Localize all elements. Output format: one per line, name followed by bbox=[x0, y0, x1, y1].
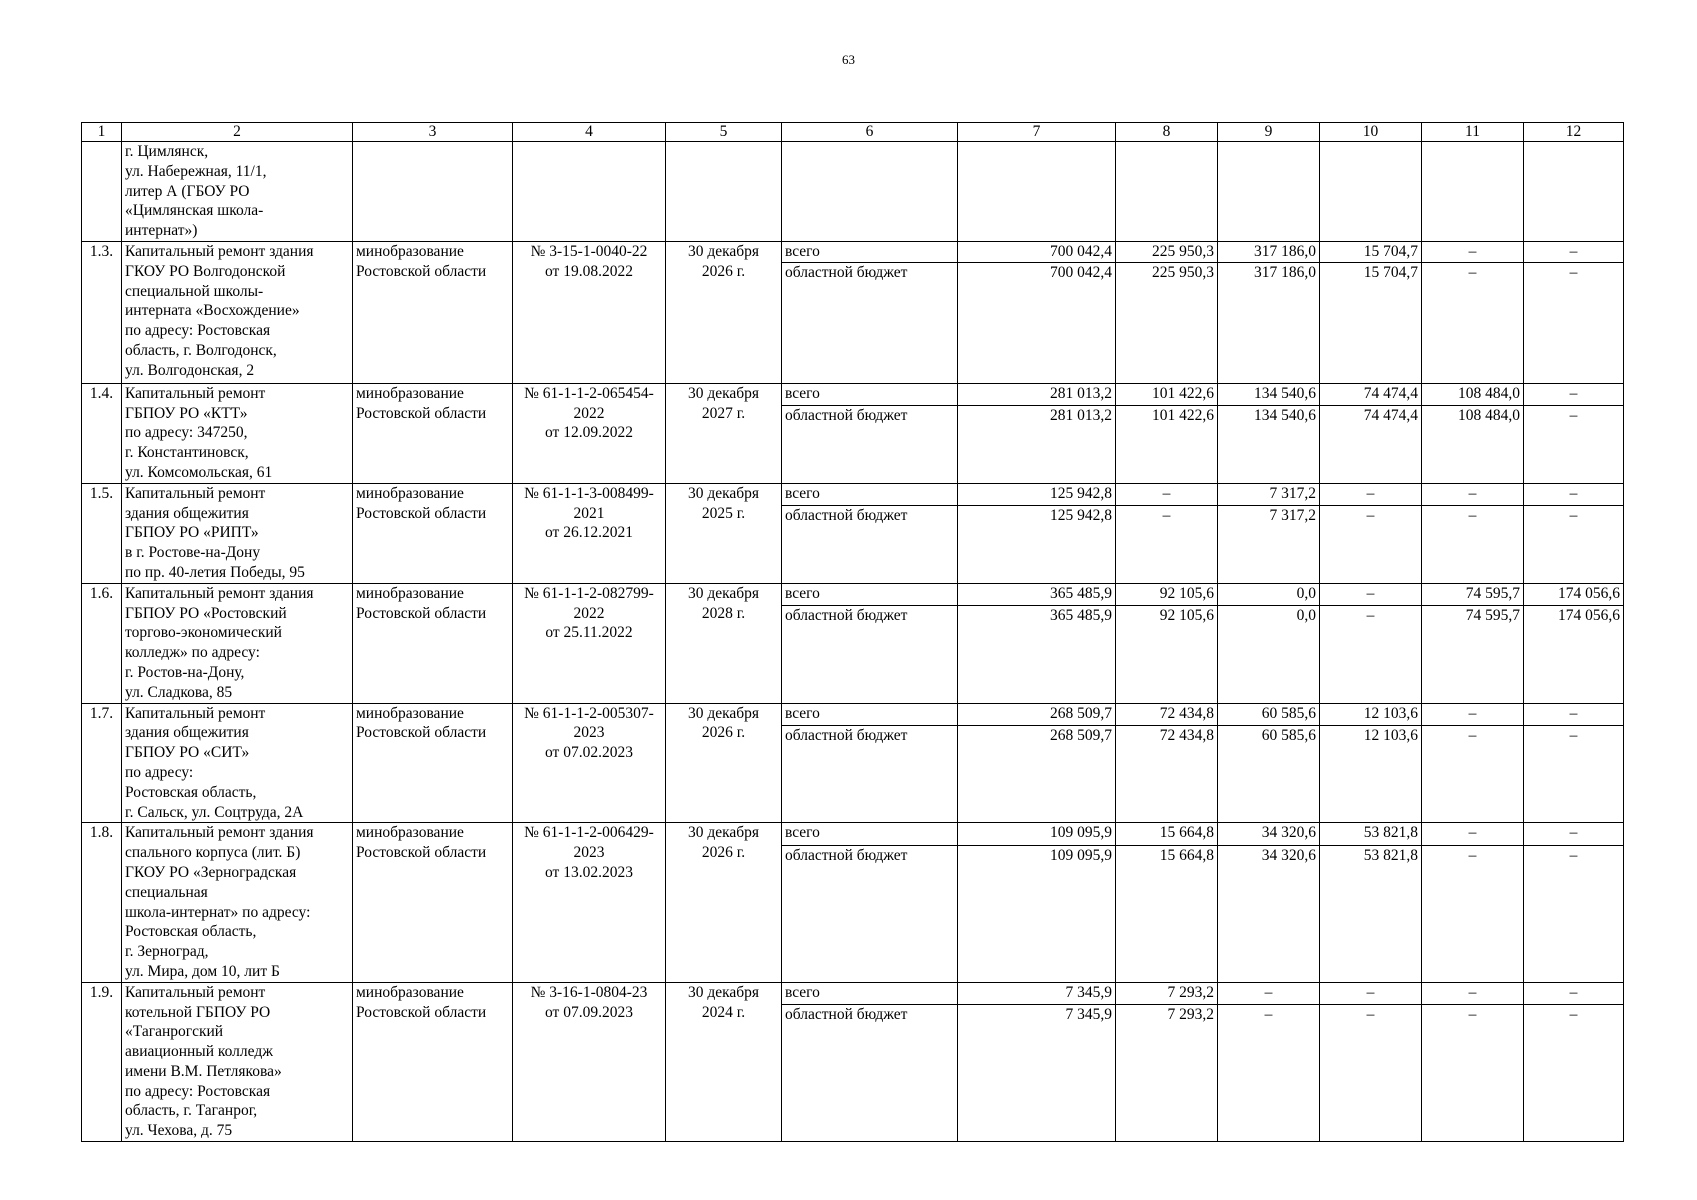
source-label-cell: всего bbox=[782, 483, 958, 505]
value-cell: 74 595,7 bbox=[1422, 583, 1524, 605]
value-cell: 7 345,9 bbox=[958, 1005, 1116, 1142]
value-cell: 0,0 bbox=[1218, 583, 1320, 605]
col-header: 3 bbox=[353, 123, 513, 142]
row-number-cell: 1.7. bbox=[82, 703, 122, 823]
value-cell: 268 509,7 bbox=[958, 726, 1116, 823]
object-name-cell: Капитальный ремонт здания спального корпуса (лит. Б) ГКОУ РО «Зерноградская специальная школа-интернат» по адресу: Ростовская область, г. Зерноград, ул. Мира, дом 10, лит Б bbox=[122, 823, 353, 982]
col-header: 12 bbox=[1524, 123, 1624, 142]
value-cell: – bbox=[1524, 483, 1624, 505]
value-cell: 365 485,9 bbox=[958, 606, 1116, 703]
row-number-cell: 1.8. bbox=[82, 823, 122, 982]
source-label-cell: всего bbox=[782, 383, 958, 405]
value-cell: 0,0 bbox=[1218, 606, 1320, 703]
value-cell: 53 821,8 bbox=[1320, 845, 1422, 982]
value-cell: 15 704,7 bbox=[1320, 262, 1422, 383]
value-cell: 92 105,6 bbox=[1116, 606, 1218, 703]
col-header: 11 bbox=[1422, 123, 1524, 142]
value-cell: – bbox=[1524, 982, 1624, 1005]
value-cell: – bbox=[1218, 982, 1320, 1005]
value-cell: 134 540,6 bbox=[1218, 406, 1320, 484]
value-cell: – bbox=[1524, 1005, 1624, 1142]
value-cell: – bbox=[1422, 483, 1524, 505]
value-cell: – bbox=[1218, 1005, 1320, 1142]
deadline-cell: 30 декабря 2026 г. bbox=[666, 703, 782, 823]
customer-cell: минобразование Ростовской области bbox=[353, 242, 513, 384]
value-cell: 92 105,6 bbox=[1116, 583, 1218, 605]
value-cell: 125 942,8 bbox=[958, 483, 1116, 505]
value-cell: 281 013,2 bbox=[958, 406, 1116, 484]
value-cell: – bbox=[1524, 506, 1624, 584]
value-cell: – bbox=[1320, 583, 1422, 605]
deadline-cell: 30 декабря 2026 г. bbox=[666, 242, 782, 384]
deadline-cell: 30 декабря 2025 г. bbox=[666, 483, 782, 583]
customer-cell: минобразование Ростовской области bbox=[353, 982, 513, 1141]
col-header: 10 bbox=[1320, 123, 1422, 142]
value-cell: 15 664,8 bbox=[1116, 845, 1218, 982]
value-cell: 7 293,2 bbox=[1116, 1005, 1218, 1142]
customer-cell: минобразование Ростовской области bbox=[353, 483, 513, 583]
value-cell: 15 704,7 bbox=[1320, 242, 1422, 263]
row-number-cell: 1.5. bbox=[82, 483, 122, 583]
value-cell: – bbox=[1524, 703, 1624, 725]
value-cell: 74 474,4 bbox=[1320, 383, 1422, 405]
value-cell: 365 485,9 bbox=[958, 583, 1116, 605]
value-cell: 53 821,8 bbox=[1320, 823, 1422, 846]
value-cell: 174 056,6 bbox=[1524, 606, 1624, 703]
value-cell: 7 345,9 bbox=[958, 982, 1116, 1005]
table-row bbox=[82, 483, 1624, 505]
header-row bbox=[82, 123, 1624, 142]
document-cell: № 61-1-1-3-008499- 2021 от 26.12.2021 bbox=[513, 483, 666, 583]
source-label-cell: областной бюджет bbox=[782, 845, 958, 982]
col-header: 6 bbox=[782, 123, 958, 142]
value-cell: – bbox=[1524, 262, 1624, 383]
value-cell: 125 942,8 bbox=[958, 506, 1116, 584]
customer-cell: минобразование Ростовской области bbox=[353, 823, 513, 982]
value-cell: – bbox=[1524, 823, 1624, 846]
value-cell: – bbox=[1320, 982, 1422, 1005]
value-cell: 15 664,8 bbox=[1116, 823, 1218, 846]
value-cell: – bbox=[1422, 845, 1524, 982]
value-cell: 174 056,6 bbox=[1524, 583, 1624, 605]
document-cell: № 3-16-1-0804-23 от 07.09.2023 bbox=[513, 982, 666, 1141]
object-name-cell: Капитальный ремонт здания общежития ГБПОУ РО «РИПТ» в г. Ростове-на-Дону по пр. 40-летия Победы, 95 bbox=[122, 483, 353, 583]
row-number-cell: 1.4. bbox=[82, 383, 122, 483]
value-cell: 225 950,3 bbox=[1116, 262, 1218, 383]
value-cell: – bbox=[1422, 1005, 1524, 1142]
value-cell: 34 320,6 bbox=[1218, 845, 1320, 982]
document-cell: № 61-1-1-2-065454- 2022 от 12.09.2022 bbox=[513, 383, 666, 483]
document-cell: № 61-1-1-2-006429- 2023 от 13.02.2023 bbox=[513, 823, 666, 982]
value-cell: – bbox=[1524, 242, 1624, 263]
value-cell: – bbox=[1524, 726, 1624, 823]
value-cell: 60 585,6 bbox=[1218, 726, 1320, 823]
value-cell: 12 103,6 bbox=[1320, 703, 1422, 725]
object-name-cell: г. Цимлянск, ул. Набережная, 11/1, литер А (ГБОУ РО «Цимлянская школа- интернат») bbox=[122, 142, 353, 242]
value-cell: 72 434,8 bbox=[1116, 703, 1218, 725]
col-header: 7 bbox=[958, 123, 1116, 142]
value-cell: 7 293,2 bbox=[1116, 982, 1218, 1005]
source-label-cell: областной бюджет bbox=[782, 406, 958, 484]
source-label-cell: всего bbox=[782, 242, 958, 263]
source-label-cell: областной бюджет bbox=[782, 606, 958, 703]
source-label-cell: всего bbox=[782, 982, 958, 1005]
table-row bbox=[82, 383, 1624, 405]
value-cell: 74 595,7 bbox=[1422, 606, 1524, 703]
object-name-cell: Капитальный ремонт котельной ГБПОУ РО «Таганрогский авиационный колледж имени В.М. Петлякова» по адресу: Ростовская область, г. Таганрог, ул. Чехова, д. 75 bbox=[122, 982, 353, 1141]
source-label-cell: областной бюджет bbox=[782, 726, 958, 823]
value-cell: 109 095,9 bbox=[958, 845, 1116, 982]
value-cell: – bbox=[1116, 506, 1218, 584]
value-cell: 34 320,6 bbox=[1218, 823, 1320, 846]
value-cell: – bbox=[1422, 506, 1524, 584]
value-cell: 317 186,0 bbox=[1218, 262, 1320, 383]
table-row bbox=[82, 242, 1624, 263]
source-label-cell: областной бюджет bbox=[782, 506, 958, 584]
value-cell: 74 474,4 bbox=[1320, 406, 1422, 484]
value-cell: – bbox=[1116, 483, 1218, 505]
value-cell: 317 186,0 bbox=[1218, 242, 1320, 263]
value-cell: 60 585,6 bbox=[1218, 703, 1320, 725]
value-cell: 225 950,3 bbox=[1116, 242, 1218, 263]
value-cell: – bbox=[1422, 823, 1524, 846]
document-cell: № 61-1-1-2-005307- 2023 от 07.02.2023 bbox=[513, 703, 666, 823]
customer-cell: минобразование Ростовской области bbox=[353, 383, 513, 483]
col-header: 1 bbox=[82, 123, 122, 142]
row-number-cell: 1.9. bbox=[82, 982, 122, 1141]
value-cell: – bbox=[1422, 726, 1524, 823]
page-number: 63 bbox=[842, 52, 855, 67]
col-header: 9 bbox=[1218, 123, 1320, 142]
document-cell: № 61-1-1-2-082799- 2022 от 25.11.2022 bbox=[513, 583, 666, 703]
row-number-cell: 1.3. bbox=[82, 242, 122, 384]
source-label-cell: всего bbox=[782, 583, 958, 605]
table-row bbox=[82, 982, 1624, 1005]
value-cell: 108 484,0 bbox=[1422, 406, 1524, 484]
customer-cell: минобразование Ростовской области bbox=[353, 703, 513, 823]
value-cell: – bbox=[1422, 703, 1524, 725]
source-label-cell: всего bbox=[782, 703, 958, 725]
value-cell: – bbox=[1524, 383, 1624, 405]
value-cell: – bbox=[1320, 483, 1422, 505]
value-cell: 700 042,4 bbox=[958, 262, 1116, 383]
source-label-cell: областной бюджет bbox=[782, 1005, 958, 1142]
col-header: 4 bbox=[513, 123, 666, 142]
budget-table bbox=[81, 122, 1624, 1142]
object-name-cell: Капитальный ремонт здания общежития ГБПОУ РО «СИТ» по адресу: Ростовская область, г. Сальск, ул. Соцтруда, 2А bbox=[122, 703, 353, 823]
value-cell: – bbox=[1422, 262, 1524, 383]
value-cell: 12 103,6 bbox=[1320, 726, 1422, 823]
deadline-cell: 30 декабря 2027 г. bbox=[666, 383, 782, 483]
continuation-row bbox=[82, 142, 1624, 242]
value-cell: 101 422,6 bbox=[1116, 383, 1218, 405]
value-cell: 7 317,2 bbox=[1218, 506, 1320, 584]
deadline-cell: 30 декабря 2028 г. bbox=[666, 583, 782, 703]
object-name-cell: Капитальный ремонт здания ГКОУ РО Волгодонской специальной школы- интерната «Восхождение» по адресу: Ростовская область, г. Волгодонск, ул. Волгодонская, 2 bbox=[122, 242, 353, 384]
deadline-cell: 30 декабря 2024 г. bbox=[666, 982, 782, 1141]
value-cell: 7 317,2 bbox=[1218, 483, 1320, 505]
value-cell: 281 013,2 bbox=[958, 383, 1116, 405]
value-cell: 134 540,6 bbox=[1218, 383, 1320, 405]
table-row bbox=[82, 823, 1624, 846]
col-header: 8 bbox=[1116, 123, 1218, 142]
value-cell: – bbox=[1422, 982, 1524, 1005]
value-cell: – bbox=[1524, 406, 1624, 484]
value-cell: – bbox=[1320, 606, 1422, 703]
col-header: 5 bbox=[666, 123, 782, 142]
col-header: 2 bbox=[122, 123, 353, 142]
object-name-cell: Капитальный ремонт ГБПОУ РО «КТТ» по адресу: 347250, г. Константиновск, ул. Комсомольская, 61 bbox=[122, 383, 353, 483]
value-cell: – bbox=[1320, 1005, 1422, 1142]
row-number-cell: 1.6. bbox=[82, 583, 122, 703]
value-cell: 101 422,6 bbox=[1116, 406, 1218, 484]
value-cell: – bbox=[1422, 242, 1524, 263]
customer-cell: минобразование Ростовской области bbox=[353, 583, 513, 703]
value-cell: 108 484,0 bbox=[1422, 383, 1524, 405]
source-label-cell: областной бюджет bbox=[782, 262, 958, 383]
value-cell: 268 509,7 bbox=[958, 703, 1116, 725]
value-cell: – bbox=[1320, 506, 1422, 584]
source-label-cell: всего bbox=[782, 823, 958, 846]
deadline-cell: 30 декабря 2026 г. bbox=[666, 823, 782, 982]
value-cell: 109 095,9 bbox=[958, 823, 1116, 846]
document-cell: № 3-15-1-0040-22 от 19.08.2022 bbox=[513, 242, 666, 384]
table-row bbox=[82, 703, 1624, 725]
value-cell: 700 042,4 bbox=[958, 242, 1116, 263]
value-cell: 72 434,8 bbox=[1116, 726, 1218, 823]
object-name-cell: Капитальный ремонт здания ГБПОУ РО «Ростовский торгово-экономический колледж» по адресу: г. Ростов-на-Дону, ул. Сладкова, 85 bbox=[122, 583, 353, 703]
value-cell: – bbox=[1524, 845, 1624, 982]
table-row bbox=[82, 583, 1624, 605]
